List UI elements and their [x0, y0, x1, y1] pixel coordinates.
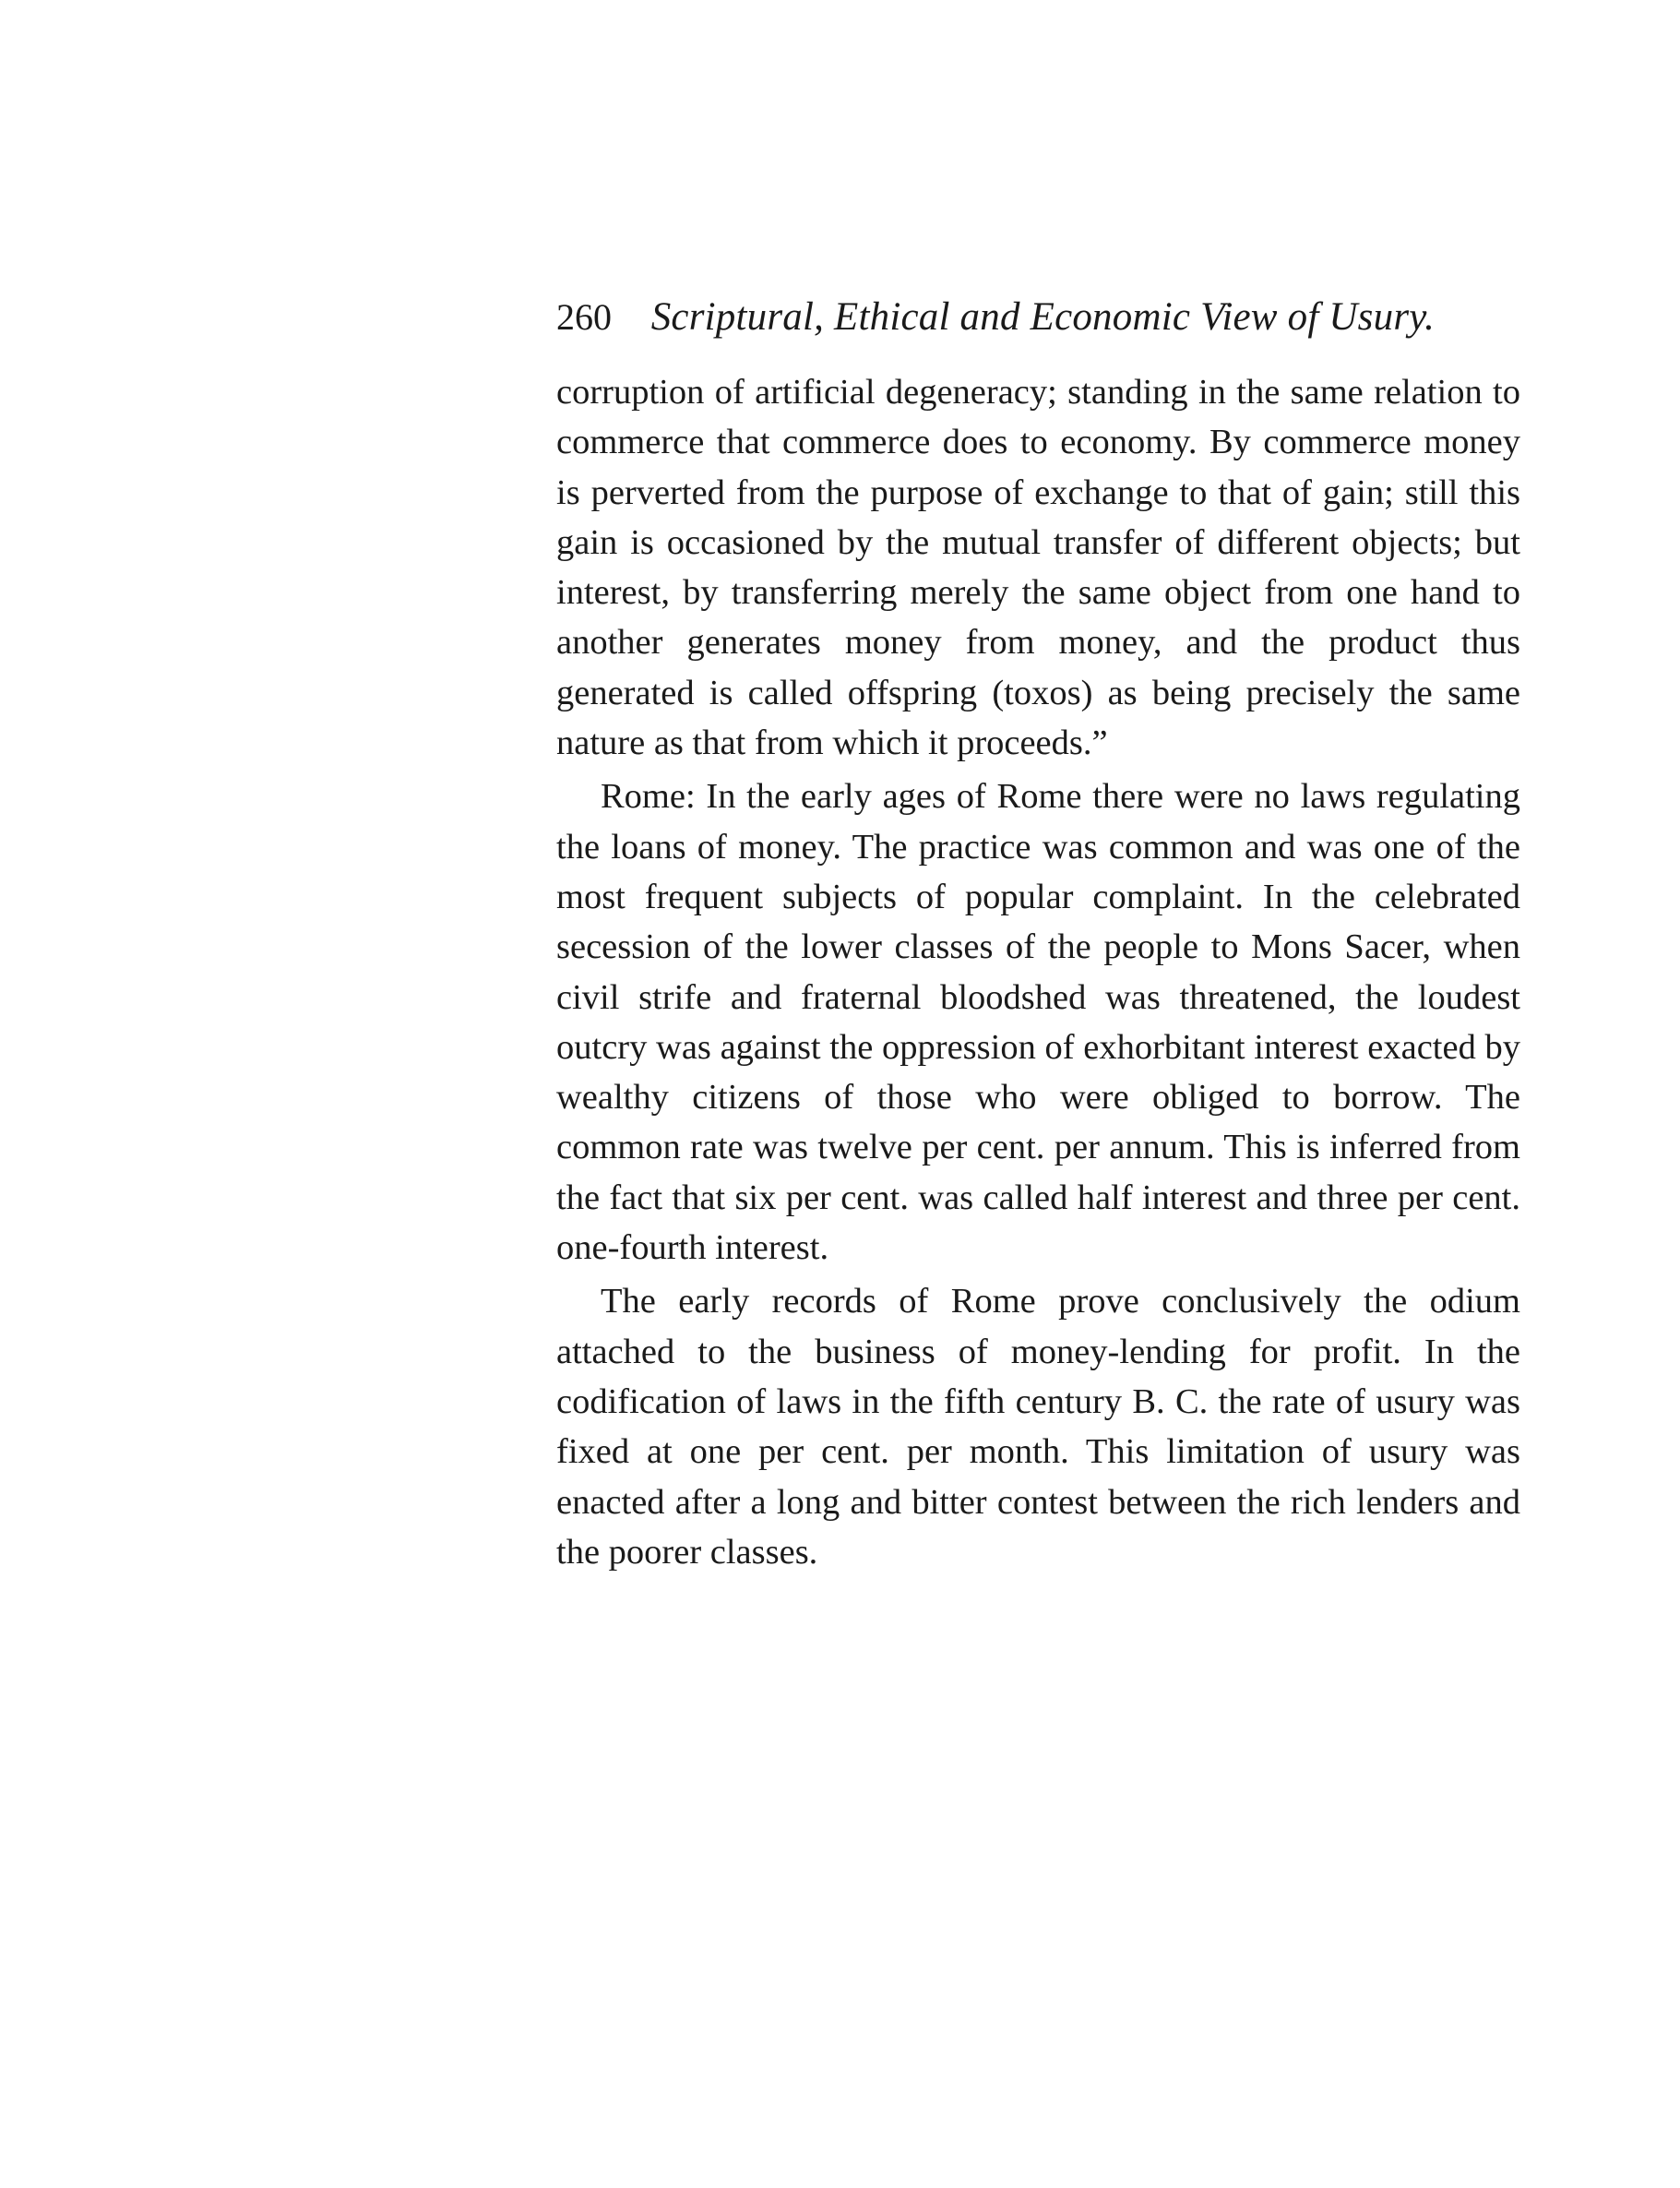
body-text [556, 367, 1520, 1581]
page-number: 260 [556, 296, 612, 338]
page-header [556, 285, 1525, 350]
running-title: Scriptural, Ethical and Economic View of Usury. [650, 295, 1436, 339]
paragraph-early-records: The early records of Rome prove conclusively the odium attached to the business of money-lending for profit. In the codification of laws in the fifth century B. C. the rate of usury was fixed at one per cent. per month. This limitation of usury was enacted after a long and bitter contest between the rich lenders and the poorer classes. [556, 1282, 1520, 1572]
paragraph-rome: Rome: In the early ages of Rome there were no laws regulating the loans of money. The practice was common and was one of the most frequent subjects of popular complaint. In the celebrated secession of the lower classes of the people to Mons Sacer, when civil strife and fraternal bloodshed was threatened, the loudest outcry was against the oppression of exhorbitant interest exacted by wealthy citizens of those who were obliged to borrow. The common rate was twelve per cent. per annum. This is inferred from the fact that six per cent. was called half interest and three per cent. one-fourth interest. [556, 777, 1520, 1268]
paragraph-continuation: corruption of artificial degeneracy; standing in the same relation to commerce that commerce does to economy. By commerce money is perverted from the purpose of exchange to that of gain; still this gain is occasioned by the mutual transfer of different objects; but interest, by transferring merely the same object from one hand to another generates money from money, and the product thus generated is called offspring (toxos) as being precisely the same nature as that from which it proceeds.” [556, 373, 1520, 763]
